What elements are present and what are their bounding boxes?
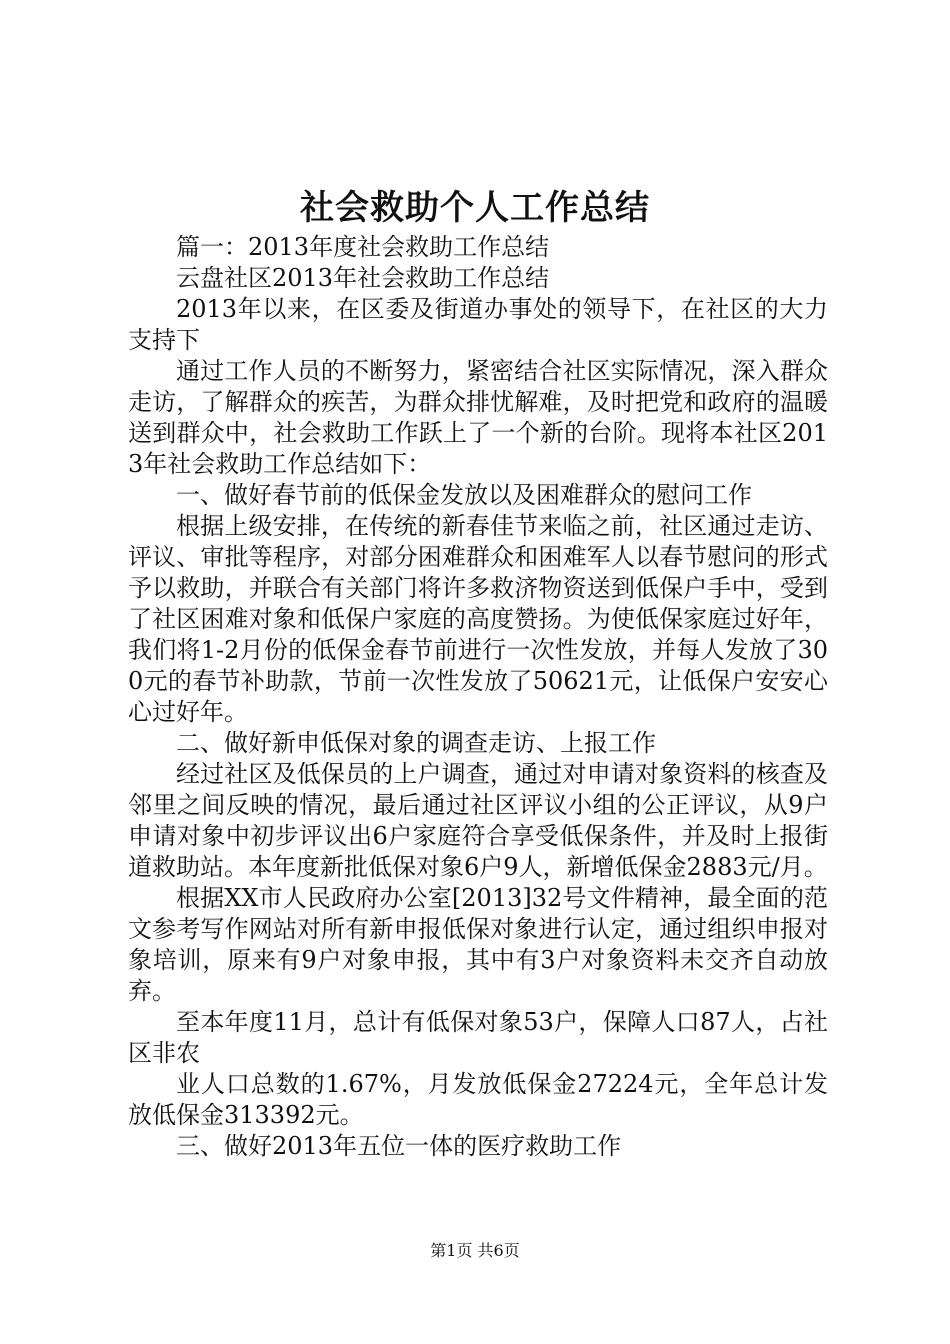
paragraph: 根据上级安排，在传统的新春佳节来临之前，社区通过走访、评议、审批等程序，对部分困难群众和困难军人以春节慰问的形式予以救助，并联合有关部门将许多救济物资送到低保户手中，受到了社区困难对象和低保户家庭的高度赞扬。为使低保家庭过好年，我们将1-2月份的低保金春节前进行一次性发放，并每人发放了300元的春节补助款，节前一次性发放了50621元，让低保户安安心心过好年。: [128, 512, 828, 726]
paragraph: 根据XX市人民政府办公室[2013]32号文件精神，最全面的范文参考写作网站对所有新申报低保对象进行认定，通过组织申报对象培训，原来有9户对象申报，其中有3户对象资料未交齐自动放弃。: [128, 884, 828, 1005]
paragraph: 2013年以来，在区委及街道办事处的领导下，在社区的大力支持下: [128, 295, 828, 354]
section-heading: 三、做好2013年五位一体的医疗救助工作: [176, 1132, 622, 1160]
paragraph: 至本年度11月，总计有低保对象53户，保障人口87人，占社区非农: [128, 1008, 828, 1067]
document-body: [128, 232, 828, 1162]
paragraph: 通过工作人员的不断努力，紧密结合社区实际情况，深入群众走访，了解群众的疾苦，为群众排忧解难，及时把党和政府的温暖送到群众中，社会救助工作跃上了一个新的台阶。现将本社区2013年社会救助工作总结如下：: [128, 357, 828, 478]
subtitle: 云盘社区2013年社会救助工作总结: [176, 264, 550, 292]
document-title: 社会救助个人工作总结: [300, 188, 650, 228]
section-heading: 二、做好新申低保对象的调查走访、上报工作: [176, 729, 656, 757]
paragraph: 经过社区及低保员的上户调查，通过对申请对象资料的核查及邻里之间反映的情况，最后通过社区评议小组的公正评议，从9户申请对象中初步评议出6户家庭符合享受低保条件，并及时上报街道救助站。本年度新批低保对象6户9人，新增低保金2883元/月。: [128, 760, 828, 881]
page-number: 第1页 共6页: [430, 1241, 520, 1260]
section-heading: 一、做好春节前的低保金发放以及困难群众的慰问工作: [176, 481, 752, 509]
section-heading: 篇一：2013年度社会救助工作总结: [176, 233, 550, 261]
paragraph: 业人口总数的1.67%，月发放低保金27224元，全年总计发放低保金313392元。: [128, 1070, 828, 1129]
